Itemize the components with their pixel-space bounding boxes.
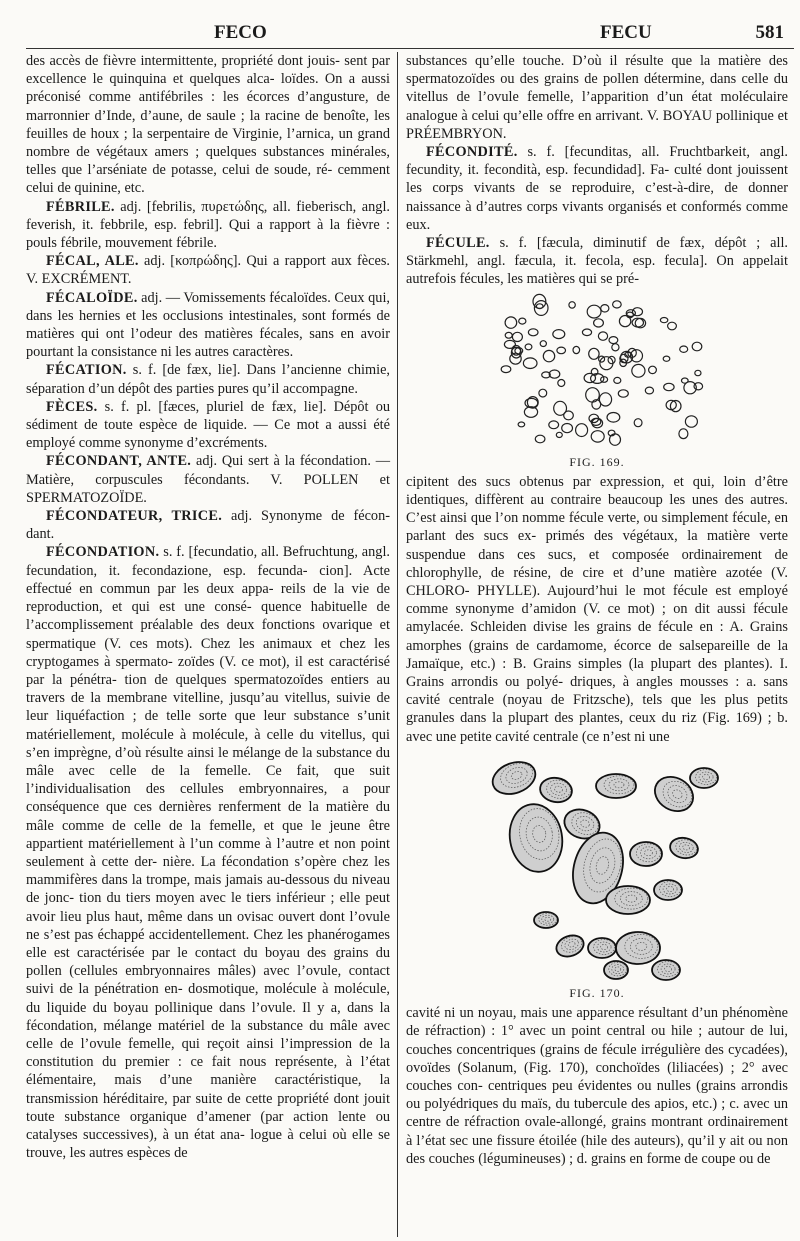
starch-granule <box>543 350 554 361</box>
entry-text: cipitent des sucs obtenus par expression, et qui, loin d’être identiques, diffèrent au contraire beaucoup les unes des autres. C’est ainsi que l’on nomme fécule verte, ou simplement fécule, en parlant des sucs ex- primés des végétaux, la matière verte suspendue dans ces sucs, et composée ordinairement de chlorophylle, de résine, de cire et d’une matière azotée (V. CHLORO- PHYLLE). Aujourd’hui le mot fécule est employé comme synonyme d’amidon (V. ce mot) ; on dit aussi fécule amylacée. Schleiden divise les grains de fécule en : A. Grains amorphes (grains de cardamome, écorce de salsepareille de la Jamaïque, etc.) : B. Grains simples (la plupart des plantes). I. Grains arrondis ou polyé- driques, à angles mousses : a. sans cavité centrale (noyau de Fritzsche), tels que les plus petits granules dans la plupart des plantes, ceux du riz (Fig. 169) ; b. avec une petite cavité centrale (ce n’est ni une <box>406 473 788 745</box>
starch-granule <box>535 435 545 443</box>
paragraph <box>406 473 788 746</box>
starch-granule <box>613 300 622 307</box>
starch-granule <box>607 412 620 422</box>
starch-granule <box>649 366 657 373</box>
entry-headword: FÉCULE. <box>426 235 490 252</box>
paragraph <box>26 452 390 507</box>
starch-granule <box>609 336 618 343</box>
figure-169-caption: FIG. 169. <box>569 454 625 469</box>
starch-granule <box>525 344 532 350</box>
starch-grain <box>606 886 650 914</box>
starch-granule <box>519 318 526 324</box>
starch-granule <box>553 329 565 338</box>
paragraph <box>406 52 788 143</box>
starch-granule <box>505 332 512 338</box>
starch-grain <box>652 960 680 980</box>
entry-text: s. f. [fæcula, diminutif de fæx, dépôt ; all. Stärkmehl, angl. fæcula, it. fecola, esp. fecula]. On appelait autrefois fécules, les matières qui se pré- <box>406 235 788 288</box>
starch-granule <box>586 387 600 401</box>
starch-granule <box>504 340 515 348</box>
starch-granule <box>518 422 525 427</box>
page-number: 581 <box>755 22 784 43</box>
starch-granule <box>633 307 643 315</box>
starch-grain <box>596 774 636 798</box>
entry-headword: FÉCONDITÉ. <box>426 144 518 161</box>
entry-text: adj. — Vomissements fécaloïdes. Ceux qui, dans les hernies et les occlusions intestinales, sont formés de matières qui ont l’odeur des matières fécales, sans en avoir pourtant la consistance ni les autres caractères. <box>26 289 390 361</box>
entry-text: s. f. [de fæx, lie]. Dans l’ancienne chimie, séparation d’un dépôt des parties pures qu’il accompagne. <box>26 362 390 397</box>
starch-granule <box>619 315 630 326</box>
starch-granule <box>645 387 653 394</box>
starch-granule <box>501 365 511 372</box>
starch-granule <box>692 342 702 351</box>
starch-grain <box>690 768 718 788</box>
starch-grain <box>504 800 567 876</box>
paragraph <box>26 52 390 198</box>
starch-granule <box>680 346 688 352</box>
entry-headword: FÈCES. <box>46 398 98 415</box>
paragraph <box>406 143 788 234</box>
starch-grain <box>488 756 540 799</box>
right-column-bottom-text <box>406 1004 788 1168</box>
starch-granule <box>663 356 670 361</box>
paragraph <box>26 198 390 253</box>
starch-granule <box>599 392 611 405</box>
starch-grain <box>668 836 699 861</box>
paragraph <box>26 398 390 453</box>
starch-granule <box>523 358 537 369</box>
paragraph <box>406 1004 788 1168</box>
header-left-word: FECO <box>214 22 267 43</box>
starch-grain <box>630 842 662 866</box>
entry-headword: FÉBRILE. <box>46 198 115 215</box>
starch-granule <box>601 304 609 311</box>
starch-granule <box>557 347 566 354</box>
starch-granule <box>634 418 642 426</box>
figure-169 <box>406 293 788 471</box>
paragraph <box>26 289 390 362</box>
starch-granule <box>569 301 575 307</box>
entry-text: adj. Qui sert à la fécondation. — Matière, corpuscules fécondants. V. POLLEN et SPERMATOZOÏDE. <box>26 453 390 506</box>
starch-granule <box>614 377 621 383</box>
starch-grain <box>534 912 558 928</box>
starch-granule <box>528 328 538 335</box>
starch-granule <box>558 379 565 386</box>
entry-headword: FÉCONDATION. <box>46 544 160 561</box>
figure-170 <box>406 750 788 1002</box>
entry-headword: FÉCAL, ALE. <box>46 253 139 270</box>
header-middle-word: FECU <box>600 22 652 43</box>
starch-grain <box>588 938 616 958</box>
starch-grain <box>553 932 586 960</box>
starch-granule <box>512 332 522 341</box>
entry-headword: FÉCONDATEUR, TRICE. <box>46 508 223 525</box>
paragraph <box>406 234 788 289</box>
entry-headword: FÉCALOÏDE. <box>46 289 138 306</box>
starch-granule <box>564 411 574 420</box>
entry-text: substances qu’elle touche. D’où il résulte que la matière des spermatozoïdes ou des grains de pollen détermine, dans celle du vitellus de l’ovule femelle, l’apparition d’un état moléculaire analogue à celui qu’elle offre en arrivant. V. BOYAU pollinique et PRÉEMBRYON. <box>406 53 788 142</box>
right-column-middle-text <box>406 473 788 746</box>
starch-granule <box>591 430 604 441</box>
starch-granule <box>562 423 573 432</box>
starch-granule <box>587 305 601 318</box>
entry-headword: FÉCATION. <box>46 362 127 379</box>
starch-granule <box>668 322 677 330</box>
starch-granule <box>549 421 559 429</box>
starch-granule <box>573 346 580 353</box>
starch-grain <box>654 880 682 900</box>
starch-granule <box>556 432 562 437</box>
entry-text: adj. [κοπρώδης]. Qui a rapport aux fèces. V. EXCRÉMENT. <box>26 253 390 288</box>
columns <box>26 52 792 1237</box>
starch-granule <box>598 332 607 340</box>
starch-granule <box>618 389 628 396</box>
starch-granules-small-illustration <box>406 293 788 451</box>
entry-text: s. f. [fecunditas, all. Fruchtbarkeit, angl. fecundity, it. fecondità, esp. fecundidad]. Fa- culté dont jouissent les corps vivants de se reproduire, c’est-à-dire, de donner naissance à d’autres corps vivants organisés et conformés comme eux. <box>406 144 788 233</box>
starch-granule <box>679 428 688 438</box>
starch-granule <box>589 348 599 359</box>
starch-granule <box>694 382 703 389</box>
starch-granule <box>540 340 546 346</box>
starch-granule <box>660 317 667 322</box>
starch-grain <box>538 775 574 804</box>
paragraph <box>26 507 390 543</box>
starch-granule <box>505 317 517 328</box>
figure-170-caption: FIG. 170. <box>569 985 625 1000</box>
paragraph <box>26 252 390 288</box>
entry-text: adj. [febrilis, πυρετώδης, all. fieberisch, angl. feverish, it. febbrile, esp. febril]. Qui a rapport à la fièvre : pouls fébrile, mouvement fébrile. <box>26 198 390 252</box>
entry-text: adj. Synonyme de fécon- dant. <box>26 508 390 543</box>
header-rule <box>26 48 794 49</box>
paragraph <box>26 543 390 1162</box>
right-column-top-text <box>406 52 788 289</box>
entry-text: s. f. [fecundatio, all. Befruchtung, angl. fecundation, it. fecondazione, esp. fecunda- cion]. Acte effectué en commun par les deux appa- reils de la vie de reproduction, et qui est une consé- quence habituelle de l’accomplissement préalable des deux fonctions ovarique et spermatique (V. ces mots). Chez les animaux et chez les cryptogames à spermato- zoïdes (V. ce mot), il est caractérisé par la pénétra- tion de quelques spermatozoïdes entiers au travers de la membrane vitelline, jusqu’au vitellus, suivie de leur liquéfaction ; de telle sorte que leur substance s’unit matériellement, molécule à molécule, à celle du vitellus, qui s’en imprègne, d’où résulte ainsi le mélange de la substance du mâle avec celle de la femelle. Ce fait, que suit l’individualisation des cellules embryonnaires, a pour conséquence que ces dernières renferment de la matière du mâle comme de celle de la femelle, et que le jeune être appartient matériellement à l’un comme à l’autre et non point seulement à cette der- nière. La fécondation s’opère chez les mammifères dans la trompe, mais jamais au-dessous du niveau de jonc- tion du tiers moyen avec le tiers inférieur ; elle peut avoir lieu plus haut, même dans un ovisac ouvert dont l’ovule ne s’est pas échappé accidentellement. Chez les phanérogames elle est caractérisée par le contact du boyau des grains du pollen (cellules embryonnaires mâles) avec l’ovule, contact suivi de la pénétration en- dosmotique, molécule à molécule, du liquide du boyau pollinique dans l’ovule. Il y a, dans la fécondation, mélange matériel de la substance du mâle avec celle de l’ovule femelle, qui reçoit ainsi l’impression de la constitution du premier : ce fait nous représente, à l’état élémentaire, mais d’une manière caractéristique, la transmission héréditaire, par suite de cette propriété dont jouit toute substance organique d’amener (par action lente ou catalyses successives), à un état ana- logue à celui où elle se trouve, les autres espèces de <box>26 544 390 1162</box>
starch-grain <box>604 961 628 979</box>
starch-granule <box>539 389 547 397</box>
starch-granules-large-illustration <box>406 750 788 982</box>
entry-text: des accès de fièvre intermittente, propriété dont jouis- sent par excellence le quinquina et quelques alca- loïdes. On a aussi préconisé comme antifébriles : les écorces d’angusture, de marronnier d’Inde, d’aune, de saule ; la racine de benoîte, les feuilles de houx ; la serpentaire de Virginie, l’arnica, un grand nombre de végétaux amers ; quelques substances minérales, telles que l’arséniate de potasse, celui de soude, ré- cemment celui de quinine, etc. <box>26 53 390 197</box>
starch-granule <box>664 383 674 390</box>
right-column <box>406 52 788 1168</box>
running-header <box>26 20 790 50</box>
entry-text: cavité ni un noyau, mais une apparence résultant d’un phénomène de réfraction) : 1° avec un point central ou hile ; autour de lui, couches concentriques (grains de fécule irrégulière des cycadées), ovoïdes (Solanum, (Fig. 170), conchoïdes (liliacées) ; 2° avec couches con- centriques peu évidentes ou nulles (grains arrondis ou polyédriques du maïs, du tubercule des apios, etc.) ; c. avec un centre de réfraction ovale-allongé, grains montrant ordinairement à l’état sec une fissure étoilée (hile des auteurs), qu’il y ait ou non des couches (légumineuses) ; d. grains en forme de coupe ou de <box>406 1005 788 1167</box>
starch-granule <box>695 370 701 375</box>
starch-granule <box>582 329 591 336</box>
starch-granule <box>685 415 697 426</box>
starch-grain <box>616 932 660 964</box>
entry-text: s. f. pl. [fæces, pluriel de fæx, lie]. Dépôt ou sédiment de toute espèce de liquide. — Ce mot a aussi été employé comme synonyme d’excréments. <box>26 398 390 452</box>
left-column <box>26 52 390 1162</box>
starch-granule <box>576 423 588 436</box>
starch-granule <box>632 364 645 377</box>
starch-granule <box>612 343 619 350</box>
entry-headword: FÉCONDANT, ANTE. <box>46 453 192 470</box>
starch-granule <box>594 318 604 326</box>
paragraph <box>26 361 390 397</box>
